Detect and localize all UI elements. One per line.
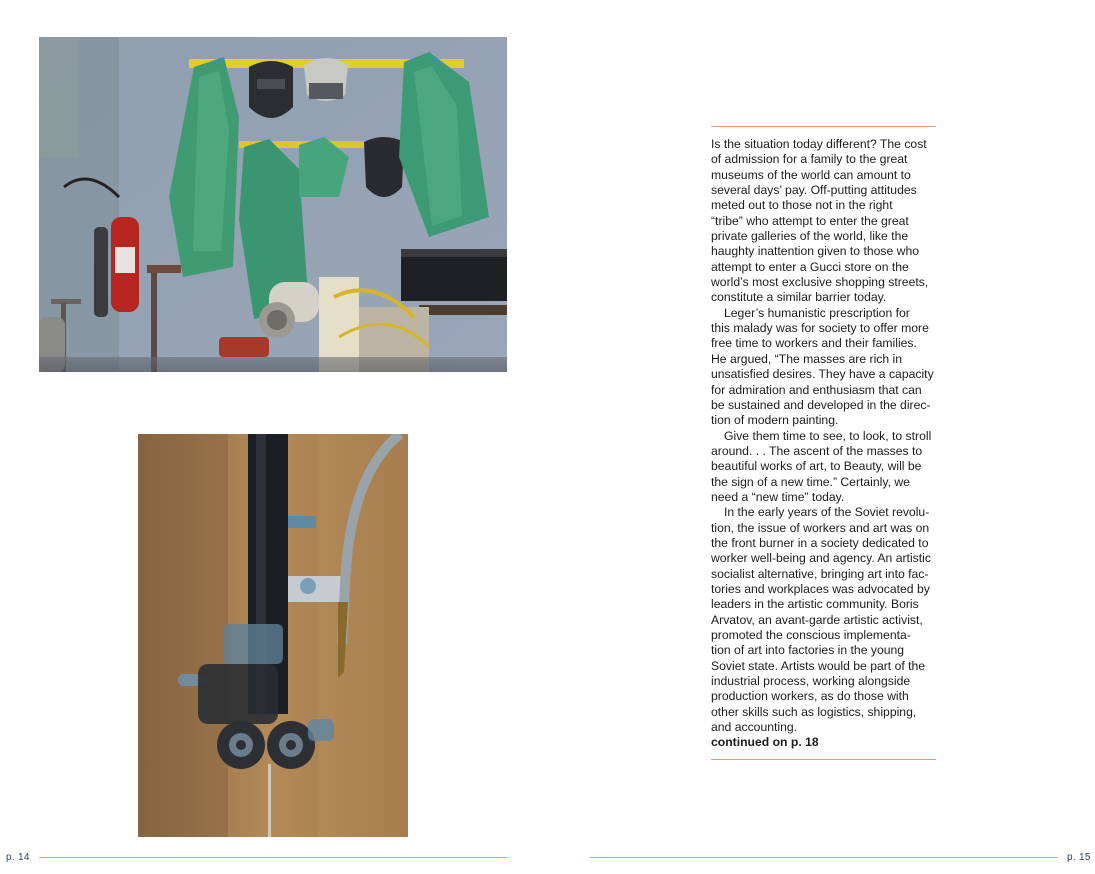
article-line: world’s most exclusive shopping streets, (711, 275, 929, 290)
footer-rule-right (590, 857, 1058, 858)
article-line: around. . . The ascent of the masses to (711, 443, 923, 458)
article-line: tories and workplaces was advocated by (711, 581, 930, 596)
article-line: beautiful works of art, to Beauty, will be (711, 459, 922, 474)
article-line: industrial process, working alongside (711, 674, 911, 689)
article-line: several days’ pay. Off-putting attitudes (711, 183, 917, 198)
article-line: free time to workers and their families. (711, 336, 917, 351)
page-number-left: p. 14 (6, 852, 30, 863)
article-line: “tribe” who attempt to enter the great (711, 213, 909, 228)
article-line: tion of modern painting. (711, 413, 839, 428)
photo-welding-workshop (39, 37, 507, 372)
article-line: for admiration and enthusiasm that can (711, 382, 922, 397)
article-line: Leger’s humanistic prescription for (724, 305, 910, 320)
article-line: leaders in the artistic community. Boris (711, 597, 919, 612)
article-line: Is the situation today different? The cost (711, 137, 927, 151)
photo-bandsaw-closeup (138, 434, 408, 837)
article-body (711, 137, 939, 751)
article-line: other skills such as logistics, shipping, (711, 704, 917, 719)
article-top-rule (711, 126, 936, 127)
article-line: unsatisfied desires. They have a capacity (711, 367, 934, 382)
article-line: socialist alternative, bringing art into fac- (711, 566, 929, 581)
article-bottom-rule (711, 759, 936, 760)
article-line: tion of art into factories in the young (711, 643, 905, 658)
article-line: this malady was for society to offer more (711, 321, 929, 336)
article-line: meted out to those not in the right (711, 198, 893, 213)
article-line: constitute a similar barrier today. (711, 290, 887, 305)
page-number-right: p. 15 (1067, 852, 1091, 863)
article-line: museums of the world can amount to (711, 167, 911, 182)
article-line: Give them time to see, to look, to stroll (724, 428, 932, 443)
article-line: be sustained and developed in the direc- (711, 397, 931, 412)
article-line: of admission for a family to the great (711, 152, 908, 167)
article-line: tion, the issue of workers and art was on (711, 520, 930, 535)
article-line: and accounting. (711, 720, 798, 735)
article-line: Arvatov, an avant-garde artistic activist, (711, 612, 923, 627)
article-line: need a “new time” today. (711, 489, 845, 504)
article-line: promoted the conscious implementa- (711, 628, 911, 642)
article-line: worker well-being and agency. An artistic (711, 551, 931, 566)
article-line: attempt to enter a Gucci store on the (711, 259, 909, 274)
footer-rule-left (39, 857, 507, 858)
article-line: production workers, as do those with (711, 689, 909, 704)
article-line: haughty inattention given to those who (711, 244, 920, 259)
continued-note: continued on p. 18 (711, 735, 819, 750)
article-line: the front burner in a society dedicated to (711, 535, 929, 550)
article-line: In the early years of the Soviet revolu- (724, 505, 930, 520)
article-line: Soviet state. Artists would be part of the (711, 658, 926, 673)
article-line: private galleries of the world, like the (711, 229, 909, 244)
article-line: He argued, “The masses are rich in (711, 351, 903, 366)
article-line: the sign of a new time.” Certainly, we (711, 474, 910, 489)
